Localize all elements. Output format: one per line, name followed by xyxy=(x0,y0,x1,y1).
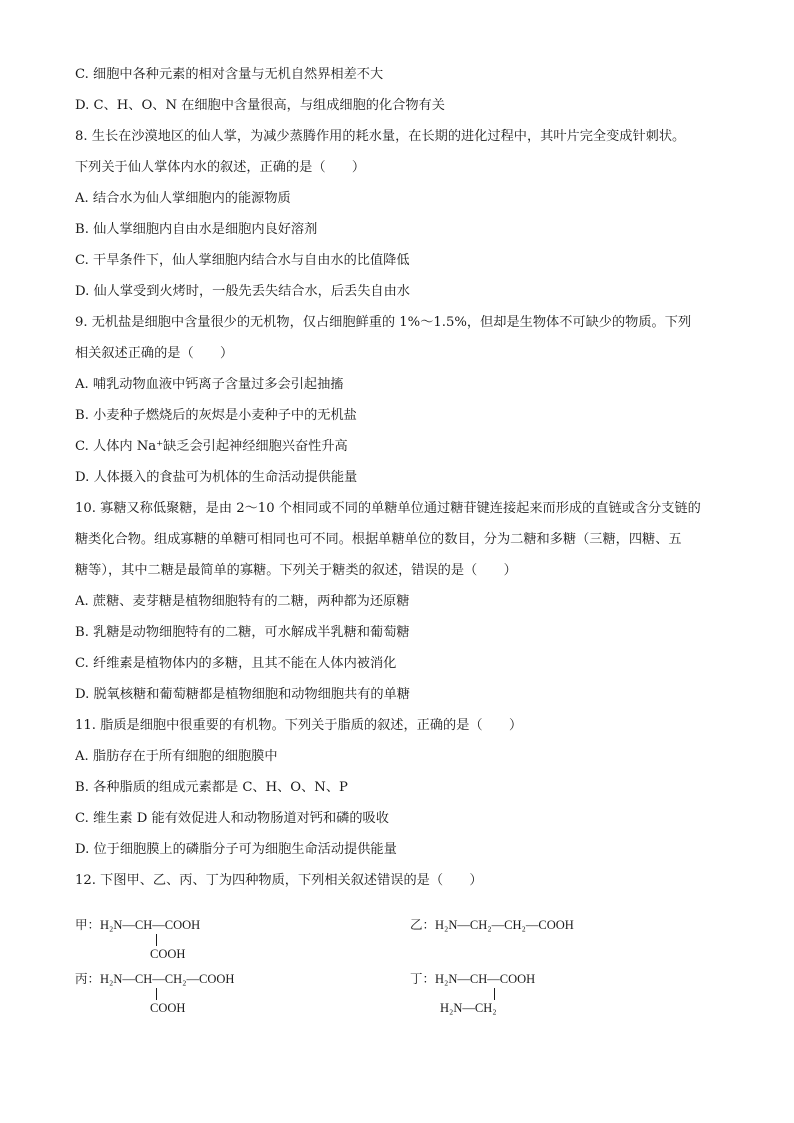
q11-option-d: D. 位于细胞膜上的磷脂分子可为细胞生命活动提供能量 xyxy=(75,842,397,857)
q7-option-c: C. 细胞中各种元素的相对含量与无机自然界相差不大 xyxy=(75,67,384,82)
q8-stem-line-2: 下列关于仙人掌体内水的叙述，正确的是（ ） xyxy=(75,160,366,175)
q12-stem: 12. 下图甲、乙、丙、丁为四种物质，下列相关叙述错误的是（ ） xyxy=(75,873,483,888)
q10-option-a: A. 蔗糖、麦芽糖是植物细胞特有的二糖，两种都为还原糖 xyxy=(75,594,410,609)
structure-ding-bond xyxy=(494,988,495,1000)
q8-stem-line-1: 8. 生长在沙漠地区的仙人掌，为减少蒸腾作用的耗水量，在长期的进化过程中，其叶片完全变成针刺状。 xyxy=(75,129,686,144)
structure-ding-main: 丁：H₂N—CH—COOH xyxy=(410,972,536,986)
q7-option-d: D. C、H、O、N 在细胞中含量很高，与组成细胞的化合物有关 xyxy=(75,98,445,113)
q10-option-d: D. 脱氧核糖和葡萄糖都是植物细胞和动物细胞共有的单糖 xyxy=(75,687,410,702)
structure-jia-main: 甲：H₂N—CH—COOH xyxy=(75,918,201,932)
q11-stem: 11. 脂质是细胞中很重要的有机物。下列关于脂质的叙述，正确的是（ ） xyxy=(75,718,523,733)
q10-stem-line-1: 10. 寡糖又称低聚糖，是由 2～10 个相同或不同的单糖单位通过糖苷键连接起来而形成的直链或含分支链的 xyxy=(75,501,701,516)
q8-option-d: D. 仙人掌受到火烤时，一般先丢失结合水，后丢失自由水 xyxy=(75,284,410,299)
q8-option-b: B. 仙人掌细胞内自由水是细胞内良好溶剂 xyxy=(75,222,318,237)
structure-ding-sub: H₂N—CH₂ xyxy=(440,1001,497,1015)
structure-jia-bond xyxy=(156,934,157,946)
structure-yi-main: 乙：H₂N—CH₂—CH₂—COOH xyxy=(410,918,574,932)
q11-option-a: A. 脂肪存在于所有细胞的细胞膜中 xyxy=(75,749,278,764)
structure-jia-sub: COOH xyxy=(150,947,186,961)
structure-bing-main: 丙：H₂N—CH—CH₂—COOH xyxy=(75,972,235,986)
q9-option-b: B. 小麦种子燃烧后的灰烬是小麦种子中的无机盐 xyxy=(75,408,357,423)
q9-stem-line-2: 相关叙述正确的是（ ） xyxy=(75,346,234,361)
q8-option-c: C. 干旱条件下，仙人掌细胞内结合水与自由水的比值降低 xyxy=(75,253,410,268)
q10-stem-line-3: 糖等），其中二糖是最简单的寡糖。下列关于糖类的叙述，错误的是（ ） xyxy=(75,563,517,578)
q9-stem-line-1: 9. 无机盐是细胞中含量很少的无机物，仅占细胞鲜重的 1%～1.5%，但却是生物体不可缺少的物质。下列 xyxy=(75,315,692,330)
q10-option-b: B. 乳糖是动物细胞特有的二糖，可水解成半乳糖和葡萄糖 xyxy=(75,625,410,640)
structure-bing-bond xyxy=(156,988,157,1000)
q9-option-c: C. 人体内 Na⁺缺乏会引起神经细胞兴奋性升高 xyxy=(75,439,348,454)
q11-option-b: B. 各种脂质的组成元素都是 C、H、O、N、P xyxy=(75,780,348,795)
q11-option-c: C. 维生素 D 能有效促进人和动物肠道对钙和磷的吸收 xyxy=(75,811,389,826)
q9-option-a: A. 哺乳动物血液中钙离子含量过多会引起抽搐 xyxy=(75,377,344,392)
q8-option-a: A. 结合水为仙人掌细胞内的能源物质 xyxy=(75,191,291,206)
q10-stem-line-2: 糖类化合物。组成寡糖的单糖可相同也可不同。根据单糖单位的数目，分为二糖和多糖（三糖，四糖、五 xyxy=(75,532,682,547)
structure-bing-sub: COOH xyxy=(150,1001,186,1015)
q9-option-d: D. 人体摄入的食盐可为机体的生命活动提供能量 xyxy=(75,470,358,485)
q10-option-c: C. 纤维素是植物体内的多糖，且其不能在人体内被消化 xyxy=(75,656,397,671)
